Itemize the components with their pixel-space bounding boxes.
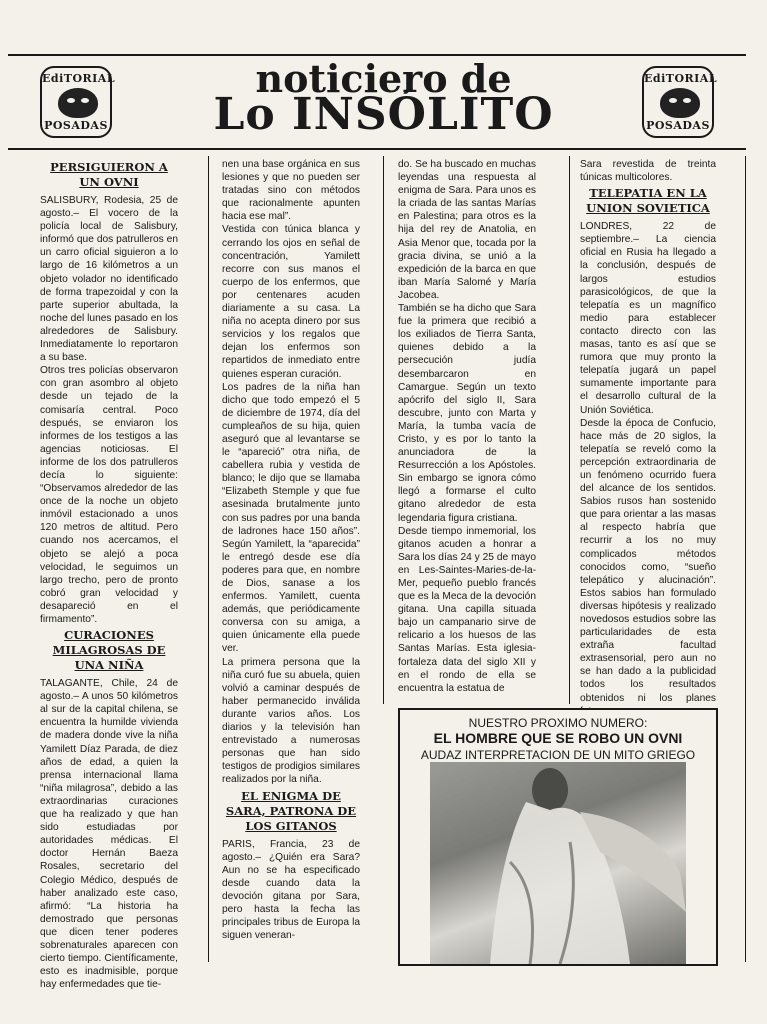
- article-headline: CURACIONES MILAGROSAS DE UNA NIÑA: [52, 628, 166, 673]
- article-headline: EL ENIGMA DE SARA, PATRONA DE LOS GITANOS: [225, 788, 357, 833]
- article-paragraph: Sara revestida de treinta túnicas multicolores.: [580, 159, 716, 184]
- article-headline: TELEPATIA EN LA UNION SOVIETICA: [586, 186, 710, 216]
- article-paragraph: Vestida con túnica blanca y cerrando los ojos en señal de concentración, Yamilett recorre con sus manos el cuerpo de los enfermos, que por centenares acuden diariamente a su casa. La niña no acepta dinero por sus servicios y los regalos que dejan los enfermos son repartidos de inmediato entre quienes esperan curación.: [222, 224, 360, 380]
- logo-top-text: EdiTORIAL: [644, 72, 718, 85]
- article-paragraph: Desde tiempo inmemorial, los gitanos acuden a honrar a Sara los días 24 y 25 de mayo en Les-Saintes-Maries-de-la-Mer, pequeño pueblo francés que es la Meca de la devoción gitana. Una capilla situada bajo un campanario sirve de relicario a los huesos de las Santas Marías. Esta iglesia-fortaleza data del siglo XII y en el rondo de ella se encuentra la estatua de: [398, 525, 536, 694]
- next-issue-title: EL HOMBRE QUE SE ROBO UN OVNI: [433, 730, 683, 746]
- logo-bottom-text: POSADAS: [646, 119, 710, 132]
- article-paragraph: Los padres de la niña han dicho que todo empezó el 5 de diciembre de 1974, día del cumpleaños de su hija, quien aseguró que al levantarse se le “apareció” otra niña, de cabellera rubia y vestida de blanco; le dijo que se llamaba “Elizabeth Stemple y que fue asesinada brutalmente junto con sus padres por una banda de ladrones hace 150 años”. Según Yamilett, la “aparecida” le entregó desde ese día poderes para que, en nombre de Dios, sanase a los enfermos. Yamilett, cuenta además, que periódicamente conversa con su amiga, a quien únicamente ella puede ver.: [222, 381, 360, 655]
- article-paragraph: También se ha dicho que Sara fue la primera que recibió a los exiliados de Tierra Santa, quienes debido a la persecución judía desembarcaron en Camargue. Según un texto apócrifo del siglo II, Sara descubre, junto con Marta y María, la tumba vacía de Cristo, y es por lo tanto la anunciadora de la Resurrección a los Apóstoles. Sin embargo se ignora cómo llegó a formarse el culto gitano alrededor de esta legendaria figura cristiana.: [398, 303, 536, 524]
- article-headline: PERSIGUIERON A UN OVNI: [50, 160, 168, 189]
- article-paragraph: TALAGANTE, Chile, 24 de agosto.– A unos 50 kilómetros al sur de la capital chilena, se encuentra la humilde vivienda de madera donde vive la niña Yamilett Díaz Parada, de diez años de edad, a quien la prensa internacional llama “niña milagrosa”, debido a las extraordinarias curaciones que ha realizado y que han sido estudiadas por autoridades médicas. El doctor Hernán Baeza Rosales, secretario del Colegio Médico, después de haber analizado este caso, afirmó: “La historia ha demostrado que personas que dicen tener poderes sobrenaturales aparecen con cierto tiempo. Científicamente, esto es inadmisible, porque hay enfermedades que tie-: [40, 678, 178, 991]
- logo-bottom-text: POSADAS: [44, 119, 108, 132]
- article-paragraph: PARIS, Francia, 23 de agosto.– ¿Quién era Sara? Aun no se ha especificado desde cuando data la devoción gitana por Sara, pero hasta la fecha las principales tribus de Europa la siguen veneran-: [222, 838, 360, 942]
- next-issue-label: NUESTRO PROXIMO NUMERO:: [468, 716, 648, 730]
- robed-figure-illustration: [430, 762, 686, 964]
- article-paragraph: Otros tres policías observaron con gran asombro al objeto desde un tejado de la comisaría central. Poco después, se enviaron los informes de los testigos a las agencias noticiosas. El informe de los dos patrulleros decía lo siguiente: “Observamos alrededor de las once de la noche un objeto inmóvil estacionado a unos 120 metros de altitud. Pero cuando nos acercamos, el objeto se alejó a poca velocidad, le seguimos un largo trecho, pero de pronto cobró gran velocidad y desapareció en el firmamento”.: [40, 365, 178, 625]
- article-paragraph: Desde la época de Confucio, hace más de 20 siglos, la telepatía se reveló como la percepción extraordinaria de un fenómeno ocurrido fuera del alcance de los sentidos. Sabios rusos han sostenido que para orientar a las masas al respecto habría que recurrir a los no muy complicados métodos conocidos como, “sueño telepático y alucinación”. Estos sabios han formulado diversas hipótesis y realizado novedosos estudios sobre las particularidades de esta extraña facultad extrasensorial, pero aun no se han dado a la publicidad todos los resultados obtenidos ni los planes: [580, 417, 716, 704]
- logo-top-text: EdiTORIAL: [42, 72, 116, 85]
- article-column-2: [222, 158, 360, 942]
- right-edge-rule: [745, 156, 746, 962]
- article-paragraph: nen una base orgánica en sus lesiones y que no pueden ser tratadas sino con métodos que racionalmente apunten hacia ese mal”.: [222, 159, 360, 223]
- next-issue-photo: [430, 762, 686, 964]
- masthead-bottom-rule: [8, 148, 746, 150]
- article-paragraph: do. Se ha buscado en muchas leyendas una respuesta al enigma de Sara. Para unos es la criada de las santas Marías en Palestina; para otros es la hija del rey de Anatolia, en Asia Menor que, tocada por la gracia divina, se unió a la expedición de la barca en que iban María Salomé y María Jacobea.: [398, 159, 536, 301]
- article-column-1: [40, 158, 178, 991]
- article-paragraph: SALISBURY, Rodesia, 25 de agosto.– El vocero de la policía local de Salisbury, informó que dos patrulleros en un carro oficial siguieron a lo largo de 16 kilómetros a un objeto volador no identificado de forma trapezoidal y con la parte superior abultada, la noche del lunes pasado en los alrededores de Salisbury. Inmediatamente lo reportaron a su base.: [40, 195, 178, 364]
- column-divider: [383, 156, 384, 704]
- column-divider: [569, 156, 570, 704]
- article-column-4: [580, 158, 716, 718]
- column-divider: [208, 156, 209, 962]
- article-paragraph: LONDRES, 22 de septiembre.– La ciencia oficial en Rusia ha llegado a la conclusión, después de largos estudios parasicológicos, de que la telepatía es un magnífico medio para establecer contacto directo con las masas, tanto es así que se rumora que muy pronto la telepatía jugará un papel sumamente importante para el desarrollo cultural de la Unión Soviética.: [580, 221, 716, 416]
- masthead-subtitle: noticiero de: [255, 56, 512, 101]
- article-paragraph: La primera persona que la niña curó fue su abuela, quien volvió a caminar después de haber permanecido inválida durante varios años. Los diarios y la televisión han entrevistado a numerosas personas que han sido testigos de prodigios similares realizados por la niña.: [222, 656, 360, 786]
- next-issue-box: [398, 708, 718, 966]
- masthead-title: Lo INSÓLITO: [213, 89, 554, 140]
- article-column-3: [398, 158, 536, 695]
- next-issue-subtitle: AUDAZ INTERPRETACION DE UN MITO GRIEGO: [420, 748, 696, 762]
